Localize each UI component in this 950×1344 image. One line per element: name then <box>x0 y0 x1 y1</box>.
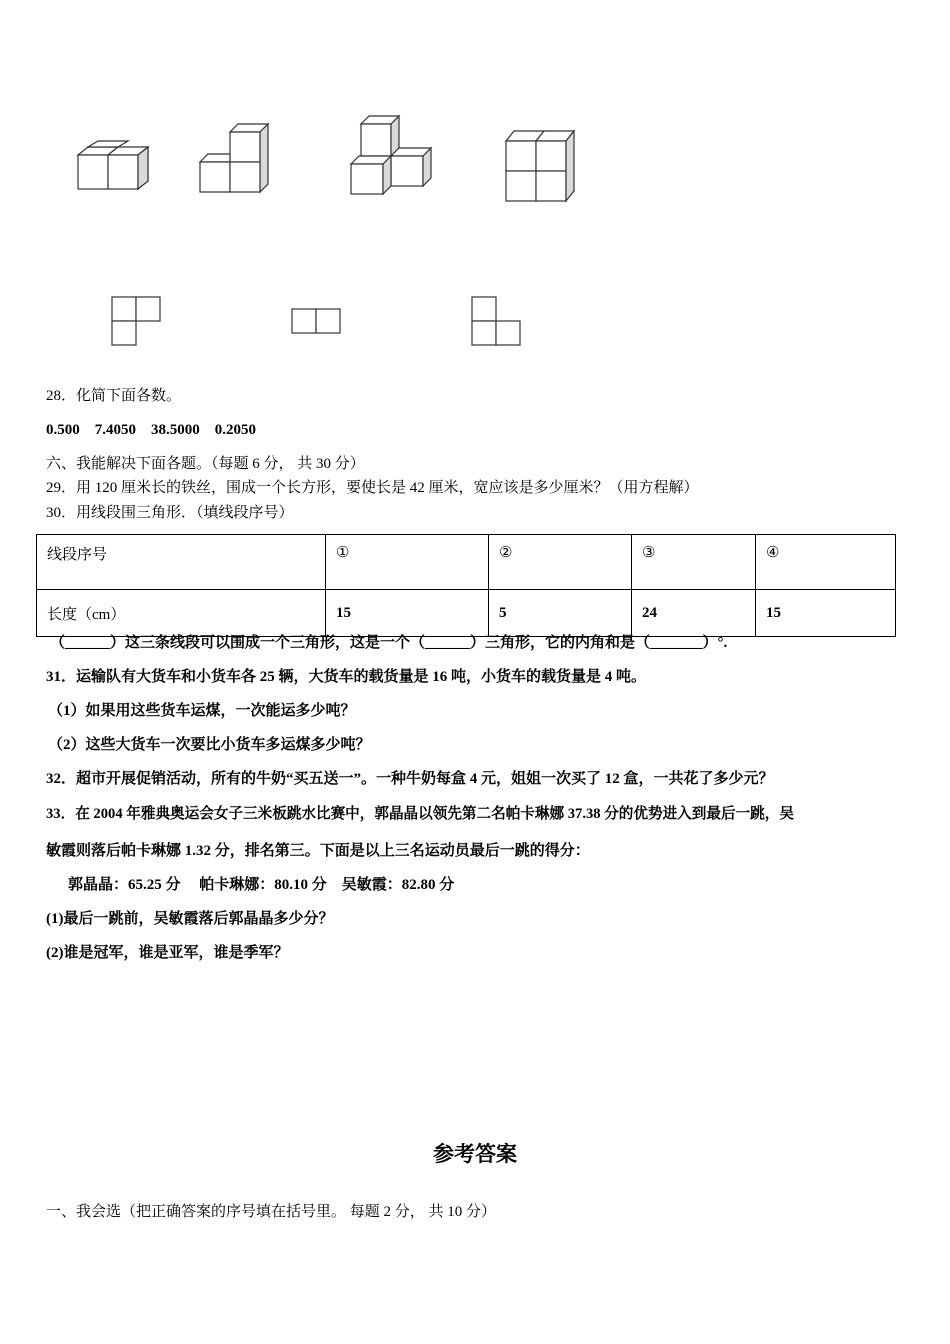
table-cell: ① <box>326 535 489 590</box>
q31-part2: （2）这些大货车一次要比小货车多运煤多少吨？ <box>48 737 371 753</box>
table-cell: 15 <box>756 590 896 637</box>
table-cell: 线段序号 <box>37 535 326 590</box>
cube-figure-1 <box>70 135 160 195</box>
q30-fill-blank: （______）这三条线段可以围成一个三角形，这是一个（______）三角形，它的内角和是（_______）°. <box>50 635 728 651</box>
table-cell: ③ <box>632 535 756 590</box>
table-cell: ④ <box>756 535 896 590</box>
q28-numbers: 0.500 7.4050 38.5000 0.2050 <box>46 422 257 438</box>
table-row <box>37 535 896 590</box>
q31-text: 31．运输队有大货车和小货车各 25 辆，大货车的载货量是 16 吨，小货车的载货量是 4 吨。 <box>46 669 647 685</box>
q32-text: 32．超市开展促销活动，所有的牛奶“买五送一”。一种牛奶每盒 4 元，姐姐一次买了 12 盒，一共花了多少元？ <box>46 771 774 787</box>
section-6-heading: 六、我能解决下面各题。（每题 6 分， 共 30 分） <box>46 456 365 472</box>
q30-text: 30．用线段围三角形．（填线段序号） <box>46 505 294 521</box>
table-cell: 长度（cm） <box>37 590 326 637</box>
view-diagram-3 <box>470 295 526 349</box>
table-cell: ② <box>489 535 632 590</box>
q33-scores: 郭晶晶：65.25 分 帕卡琳娜：80.10 分 吴敏霞：82.80 分 <box>68 877 455 893</box>
q33-line2: 敏霞则落后帕卡琳娜 1.32 分，排名第三。下面是以上三名运动员最后一跳的得分： <box>46 843 590 859</box>
view-diagram-1 <box>110 295 166 349</box>
segment-table <box>36 534 896 637</box>
answer-title: 参考答案 <box>433 1142 517 1166</box>
q28-text: 28．化简下面各数。 <box>46 388 182 404</box>
table-cell: 24 <box>632 590 756 637</box>
q33-part2: (2)谁是冠军，谁是亚军，谁是季军？ <box>46 945 289 961</box>
q31-part1: （1）如果用这些货车运煤，一次能运多少吨？ <box>48 703 356 719</box>
table-cell: 15 <box>326 590 489 637</box>
table-row <box>37 590 896 637</box>
q33-part1: (1)最后一跳前，吴敏霞落后郭晶晶多少分？ <box>46 911 334 927</box>
q33-line1: 33．在 2004 年雅典奥运会女子三米板跳水比赛中，郭晶晶以领先第二名帕卡琳娜 37.38 分的优势进入到最后一跳，吴 <box>46 806 794 822</box>
view-diagram-2 <box>290 307 346 337</box>
answer-section-1-heading: 一、我会选（把正确答案的序号填在括号里。 每题 2 分， 共 10 分） <box>46 1204 497 1220</box>
q29-text: 29．用 120 厘米长的铁丝，围成一个长方形，要使长是 42 厘米，宽应该是多少厘米？（用方程解） <box>46 480 699 496</box>
cube-figure-4 <box>500 125 585 207</box>
table-cell: 5 <box>489 590 632 637</box>
cube-figure-2 <box>192 118 282 198</box>
cube-figure-3 <box>345 110 440 200</box>
